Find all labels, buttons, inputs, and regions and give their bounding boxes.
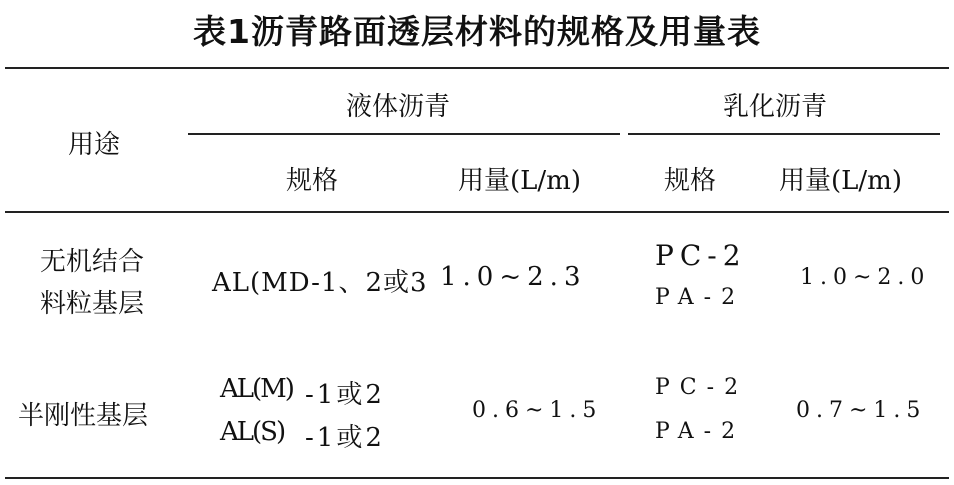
row1-emulsified-spec-1: PC-2: [655, 239, 747, 272]
row1-liquid-spec: AL(MD-1、2或3: [212, 268, 428, 298]
top-rule: [5, 67, 949, 69]
row1-emulsified-spec-2: PA-2: [655, 285, 746, 310]
row2-emulsified-spec-2: PA-2: [655, 419, 746, 444]
row1-usage-line1: 无机结合: [40, 247, 145, 277]
row2-emulsified-dosage: 0.7~1.5: [796, 398, 927, 423]
row2-usage: 半刚性基层: [18, 401, 149, 431]
header-emulsified-asphalt: 乳化沥青: [723, 92, 828, 122]
row1-liquid-dosage: 1.0~2.3: [440, 262, 587, 292]
header-liquid-dosage: 用量(L/m): [458, 166, 581, 196]
row2-liquid-dosage: 0.6~1.5: [472, 398, 603, 423]
header-bottom-rule: [5, 211, 949, 213]
group-rule-emulsified: [628, 133, 940, 135]
group-rule-liquid: [188, 133, 620, 135]
header-liquid-spec: 规格: [286, 166, 339, 196]
bottom-rule: [5, 477, 949, 479]
row1-emulsified-dosage: 1.0~2.0: [800, 265, 931, 290]
table-title: 表1沥青路面透层材料的规格及用量表: [193, 12, 761, 51]
row2-liquid-spec-2b: -1或2: [305, 423, 385, 453]
row1-usage-line2: 料粒基层: [40, 289, 145, 319]
row2-emulsified-spec-1: PC-2: [655, 375, 749, 400]
row2-liquid-spec-2a: AL(S): [220, 417, 285, 447]
header-emulsified-dosage: 用量(L/m): [779, 166, 902, 196]
row2-liquid-spec-1b: -1或2: [305, 380, 385, 410]
row2-liquid-spec-1a: AL(M): [220, 374, 293, 404]
header-usage: 用途: [68, 130, 121, 160]
header-liquid-asphalt: 液体沥青: [346, 92, 451, 122]
header-emulsified-spec: 规格: [664, 166, 717, 196]
